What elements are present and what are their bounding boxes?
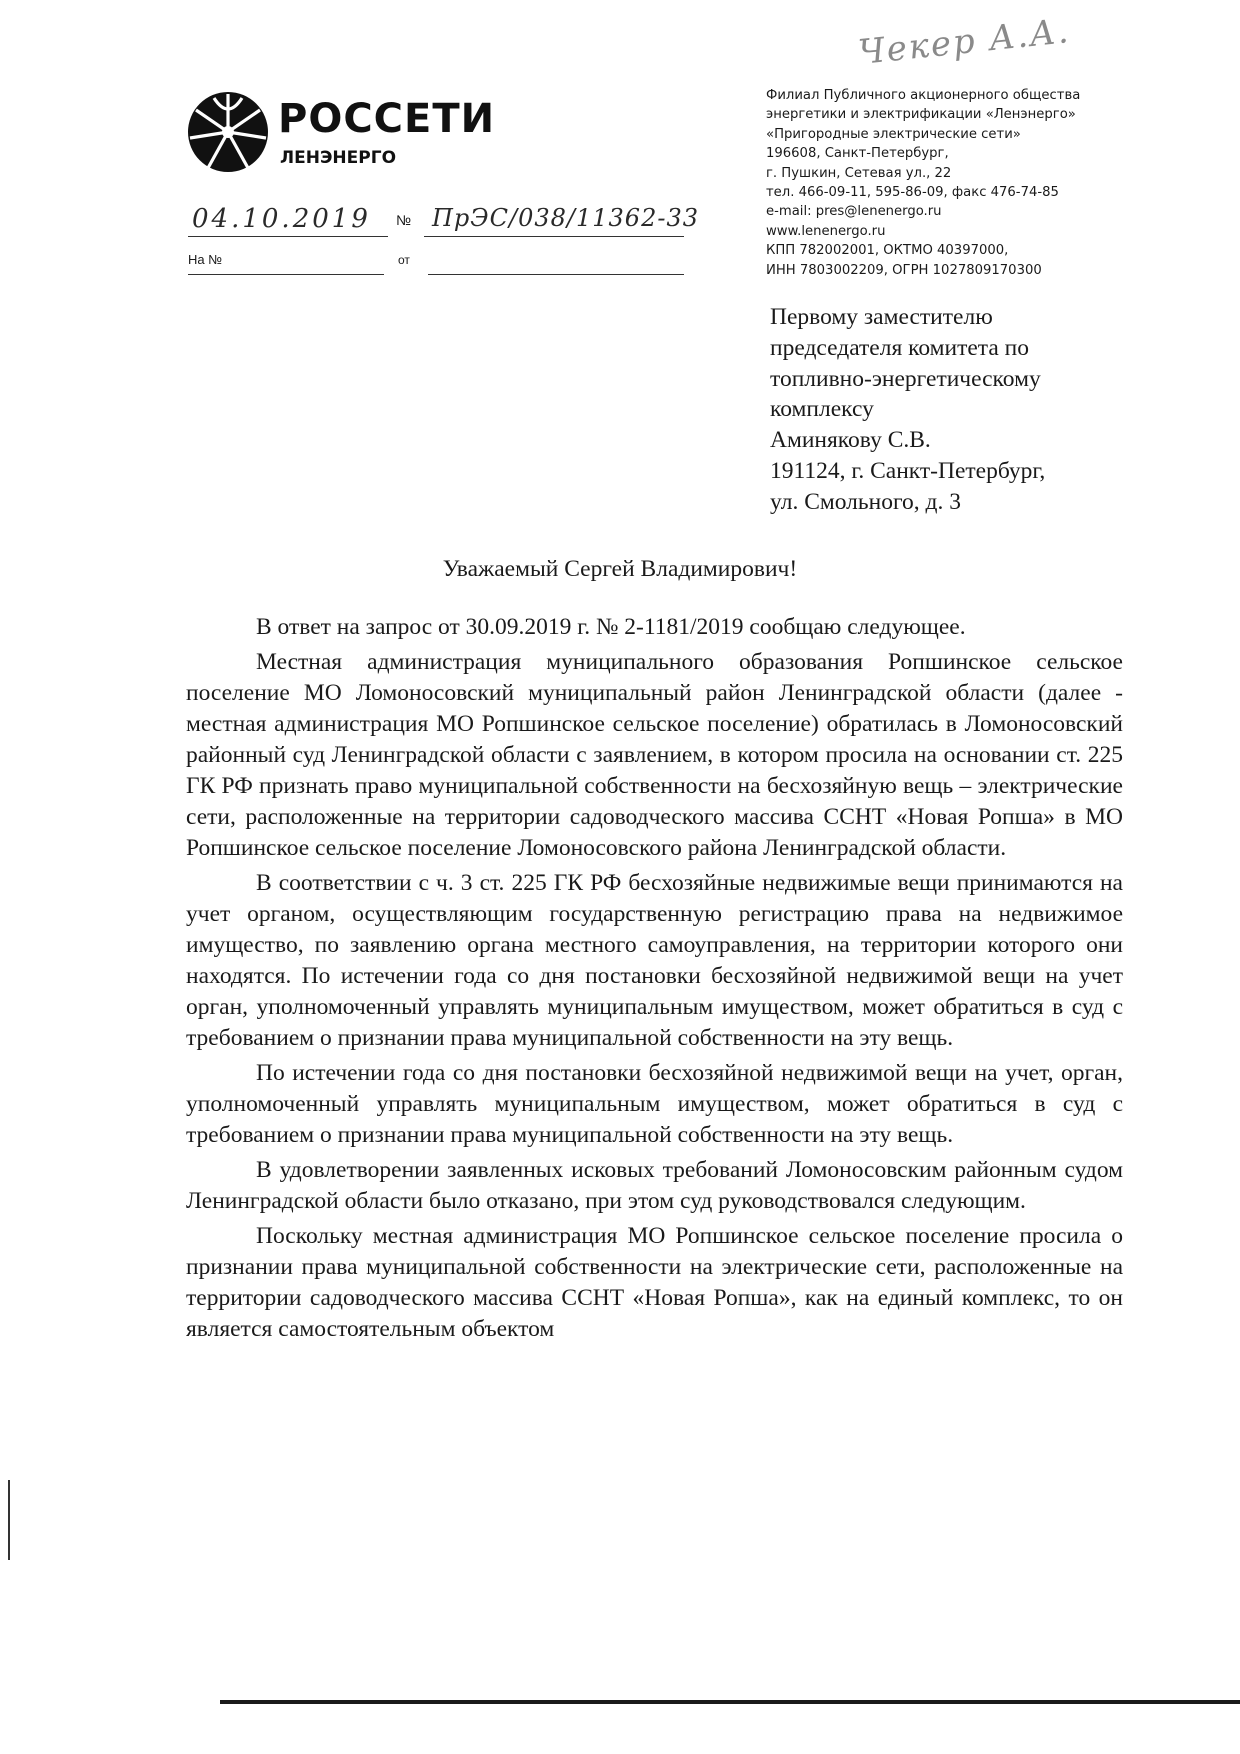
reference-underline [188, 274, 384, 275]
scan-bottom-edge [220, 1700, 1240, 1704]
sender-line: г. Пушкин, Сетевая ул., 22 [766, 165, 952, 181]
sender-line: 196608, Санкт-Петербург, [766, 146, 949, 162]
sender-line: Филиал Публичного акционерного общества [766, 88, 1081, 103]
addressee-block [770, 302, 1150, 518]
logo-subname: ЛЕНЭНЕРГО [280, 148, 397, 168]
salutation: Уважаемый Сергей Владимирович! [442, 556, 798, 582]
reference-label: На № [188, 252, 223, 267]
sender-line: энергетики и электрификации «Ленэнерго» [766, 107, 1076, 123]
body-paragraph: Местная администрация муниципального образования Ропшинское сельское поселение МО Ломоносовский муниципальный район Ленинградской области (далее - местная администрация МО Ропшинское сельское поселение) обратилась в Ломоносовский районный суд Ленинградской области с заявлением, в котором просила на основании ст. 225 ГК РФ признать право муниципальной собственности на бесхозяйную вещь – электрические сети, расположенные на территории садоводческого массива ССНТ «Новая Ропша» в МО Ропшинское сельское поселение Ломоносовского района Ленинградской области. [186, 649, 1123, 861]
handwritten-note: Чекер А.А. [856, 11, 1073, 73]
addressee-line: 191124, г. Санкт-Петербург, [770, 457, 1046, 484]
sender-line: «Пригородные электрические сети» [766, 126, 1021, 142]
sender-line: www.lenenergo.ru [766, 223, 886, 239]
reference-from-label: от [398, 253, 410, 267]
sender-line: тел. 466-09-11, 595-86-09, факс 476-74-85 [766, 185, 1059, 201]
addressee-line: ул. Смольного, д. 3 [770, 488, 961, 515]
addressee-line: председателя комитета по [770, 334, 1029, 361]
reference-from-underline [428, 274, 684, 275]
body-paragraph: В соответствии с ч. 3 ст. 225 ГК РФ бесхозяйные недвижимые вещи принимаются на учет органом, осуществляющим государственную регистрацию права на недвижимое имущество, по заявлению органа местного самоуправления, на территории которого они находятся. По истечении года со дня постановки бесхозяйной недвижимой вещи на учет орган, уполномоченный управлять муниципальным имуществом, может обратиться в суд с требованием о признании права муниципальной собственности на эту вещь. [186, 870, 1123, 1051]
letter-body [186, 612, 1123, 1349]
body-paragraph: По истечении года со дня постановки бесхозяйной недвижимой вещи на учет, орган, уполномоченный управлять муниципальным имуществом, может обратиться в суд с требованием о признании права муниципальной собственности на эту вещь. [186, 1060, 1123, 1148]
sender-line: e-mail: pres@lenenergo.ru [766, 204, 942, 220]
addressee-line: Аминякову С.В. [770, 427, 931, 454]
logo-name: РОССЕТИ [278, 96, 496, 142]
body-paragraph: В ответ на запрос от 30.09.2019 г. № 2-1181/2019 сообщаю следующее. [256, 614, 966, 640]
number-label: № [396, 212, 412, 228]
registration-number: ПрЭС/038/11362-33 [432, 204, 699, 232]
sender-block [766, 86, 1146, 280]
body-paragraph: В удовлетворении заявленных исковых требований Ломоносовским районным судом Ленинградской области было отказано, при этом суд руководствовался следующим. [186, 1157, 1123, 1214]
scan-margin-mark [8, 1480, 10, 1560]
rosseti-emblem-icon [186, 90, 270, 174]
company-logo [186, 88, 496, 178]
number-underline [424, 236, 684, 237]
addressee-line: комплексу [770, 396, 874, 423]
body-paragraph: Поскольку местная администрация МО Ропшинское сельское поселение просила о признании права муниципальной собственности на электрические сети, расположенные на территории садоводческого массива ССНТ «Новая Ропша», как на единый комплекс, то он является самостоятельным объектом [186, 1223, 1123, 1342]
sender-line: ИНН 7803002209, ОГРН 1027809170300 [766, 262, 1042, 278]
addressee-line: топливно-энергетическому [770, 365, 1041, 392]
sender-line: КПП 782002001, ОКТМО 40397000, [766, 243, 1009, 259]
addressee-line: Первому заместителю [770, 304, 993, 330]
date-underline [188, 236, 388, 237]
registration-date: 04.10.2019 [192, 204, 371, 234]
